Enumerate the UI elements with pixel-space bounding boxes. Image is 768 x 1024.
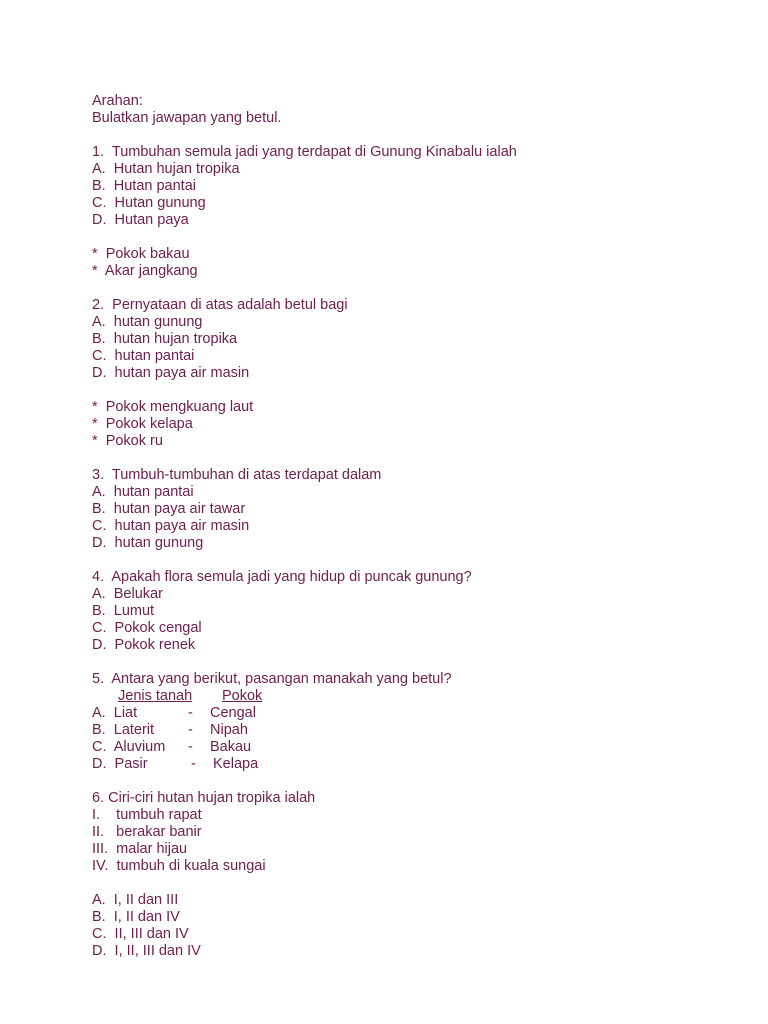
q2-option-c: C. hutan pantai (92, 348, 195, 364)
q5-option-c-plant: Bakau (210, 739, 252, 755)
q1-option-a: A. Hutan hujan tropika (92, 161, 240, 177)
instructions-text: Bulatkan jawapan yang betul. (92, 110, 282, 126)
q6-option-d: D. I, II, III dan IV (92, 943, 201, 959)
q4-option-b: B. Lumut (92, 603, 155, 619)
q1-option-d: D. Hutan paya (92, 212, 189, 228)
clue-1-item: * Akar jangkang (92, 263, 198, 279)
q1-option-b: B. Hutan pantai (92, 178, 196, 194)
q5-option-b-soil: B. Laterit (92, 722, 155, 738)
q5-option-c-soil: C. Aluvium (92, 739, 166, 755)
q5-option-b (92, 722, 732, 739)
instructions-heading: Arahan: (92, 93, 143, 109)
q2-option-d: D. hutan paya air masin (92, 365, 250, 381)
question-4: 4. Apakah flora semula jadi yang hidup di puncak gunung? (92, 569, 472, 585)
question-5: 5. Antara yang berikut, pasangan manakah yang betul? (92, 671, 452, 687)
q5-option-b-sep: - (188, 722, 193, 738)
q6-statement-1: I. tumbuh rapat (92, 807, 202, 823)
clue-2-item: * Pokok ru (92, 433, 163, 449)
q4-option-c: C. Pokok cengal (92, 620, 202, 636)
worksheet (92, 93, 732, 960)
q3-option-b: B. hutan paya air tawar (92, 501, 246, 517)
question-3: 3. Tumbuh-tumbuhan di atas terdapat dalam (92, 467, 382, 483)
q5-option-d-sep: - (191, 756, 196, 772)
q3-option-a: A. hutan pantai (92, 484, 194, 500)
question-2: 2. Pernyataan di atas adalah betul bagi (92, 297, 348, 313)
q2-option-a: A. hutan gunung (92, 314, 203, 330)
q1-option-c: C. Hutan gunung (92, 195, 206, 211)
question-6: 6. Ciri-ciri hutan hujan tropika ialah (92, 790, 316, 806)
q6-option-c: C. II, III dan IV (92, 926, 189, 942)
q5-option-b-plant: Nipah (210, 722, 248, 738)
q5-header-soil: Jenis tanah (118, 688, 193, 704)
q5-option-a-soil: A. Liat (92, 705, 138, 721)
q6-option-b: B. I, II dan IV (92, 909, 180, 925)
q5-option-d-soil: D. Pasir (92, 756, 148, 772)
clue-1-item: * Pokok bakau (92, 246, 190, 262)
q2-option-b: B. hutan hujan tropika (92, 331, 238, 347)
q3-option-c: C. hutan paya air masin (92, 518, 250, 534)
q4-option-a: A. Belukar (92, 586, 163, 602)
q5-option-c-sep: - (188, 739, 193, 755)
question-1: 1. Tumbuhan semula jadi yang terdapat di Gunung Kinabalu ialah (92, 144, 517, 160)
q6-option-a: A. I, II dan III (92, 892, 179, 908)
q5-option-d-plant: Kelapa (213, 756, 259, 772)
q3-option-d: D. hutan gunung (92, 535, 204, 551)
q4-option-d: D. Pokok renek (92, 637, 196, 653)
q5-option-a (92, 705, 732, 722)
q5-table-header (92, 688, 732, 705)
q6-statement-4: IV. tumbuh di kuala sungai (92, 858, 266, 874)
q5-option-a-plant: Cengal (210, 705, 256, 721)
clue-2-item: * Pokok mengkuang laut (92, 399, 254, 415)
q5-header-plant: Pokok (222, 688, 263, 704)
q5-option-c (92, 739, 732, 756)
clue-2-item: * Pokok kelapa (92, 416, 193, 432)
q6-statement-3: III. malar hijau (92, 841, 188, 857)
q5-option-a-sep: - (188, 705, 193, 721)
q6-statement-2: II. berakar banir (92, 824, 202, 840)
q5-option-d (92, 756, 732, 773)
